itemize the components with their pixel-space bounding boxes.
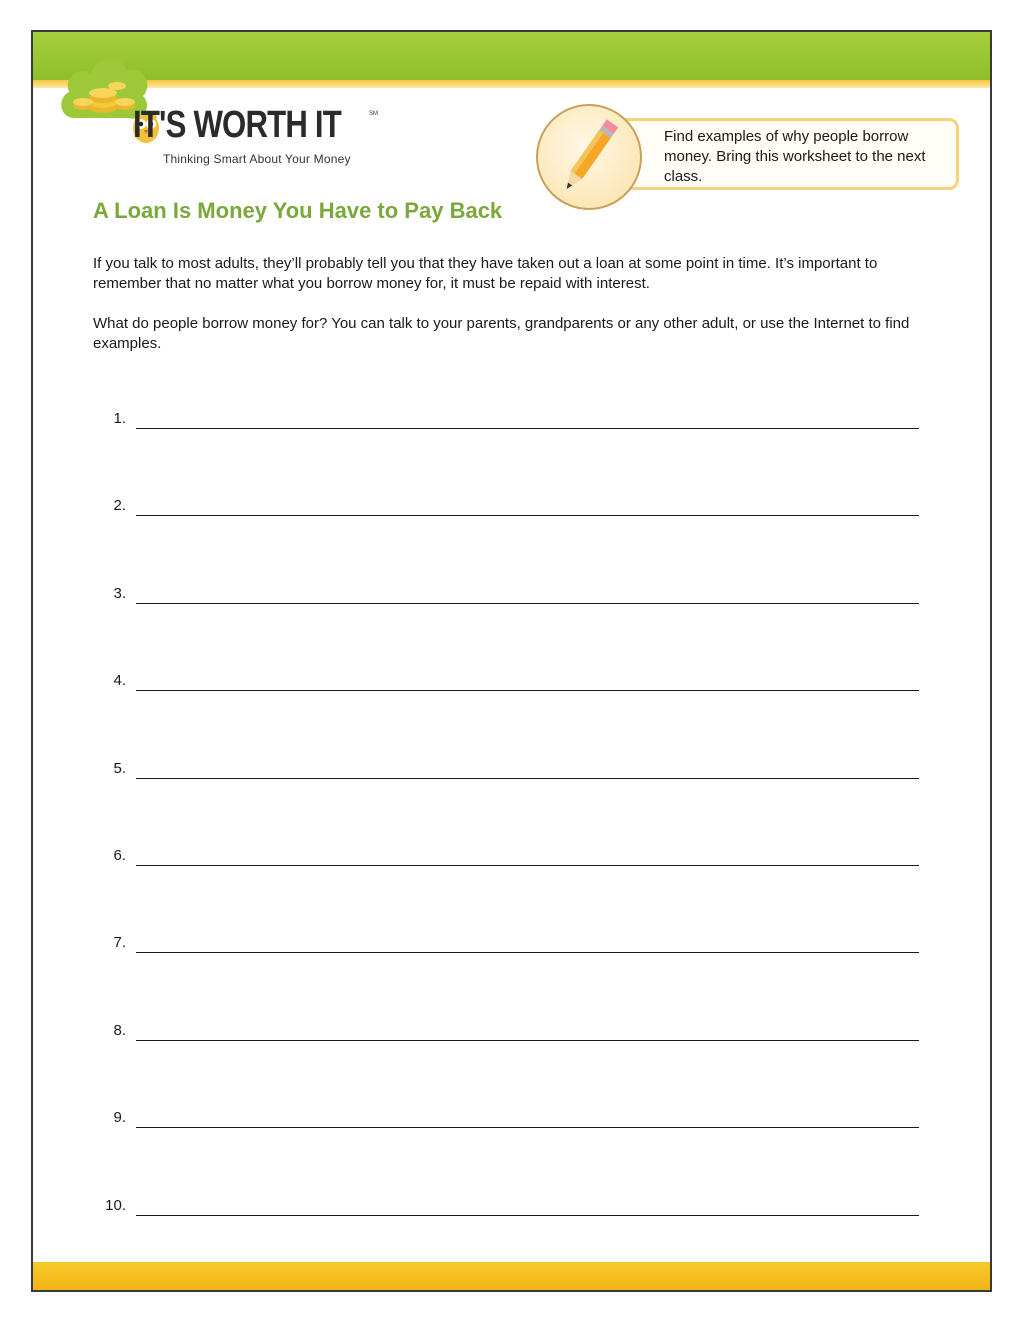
item-number: 6. [113, 846, 126, 864]
answer-line[interactable] [136, 1127, 919, 1128]
answer-line[interactable] [136, 865, 919, 866]
answer-line[interactable] [136, 778, 919, 779]
answer-row [93, 408, 923, 495]
answer-row [93, 1020, 923, 1107]
answer-row [93, 932, 923, 1019]
item-number: 7. [113, 934, 126, 952]
item-number: 1. [113, 410, 126, 427]
answer-row [93, 583, 923, 670]
item-number: 4. [113, 672, 126, 690]
logo-tagline: Thinking Smart About Your Money [163, 152, 351, 166]
answer-line[interactable] [136, 1040, 919, 1041]
answer-line[interactable] [136, 690, 919, 691]
bottom-color-band [33, 1262, 990, 1290]
item-number: 8. [113, 1021, 126, 1039]
answer-line[interactable] [136, 952, 919, 953]
pencil-icon [538, 106, 640, 208]
logo-wordmark: IT'S WORTH IT [133, 104, 341, 146]
answer-row [93, 758, 923, 845]
intro-paragraph: If you talk to most adults, they’ll probably tell you that they have taken out a loan at some point in time. It’s important to remember that no matter what you borrow money for, it must be repaid with interest. [93, 255, 878, 292]
pencil-badge [536, 104, 642, 210]
item-number: 9. [113, 1109, 126, 1127]
instruction-text: Find examples of why people borrow money. Bring this worksheet to the next class. [664, 128, 926, 185]
instruction-note [591, 118, 959, 190]
answer-lines [93, 408, 923, 1282]
brand-logo [51, 44, 391, 174]
answer-line[interactable] [136, 515, 919, 516]
answer-line[interactable] [136, 603, 919, 604]
answer-row [93, 495, 923, 582]
answer-row [93, 845, 923, 932]
service-mark: SM [369, 111, 378, 117]
item-number: 5. [113, 759, 126, 777]
answer-row [93, 670, 923, 757]
question-paragraph: What do people borrow money for? You can talk to your parents, grandparents or any other adult, or use the Internet to find examples. [93, 315, 910, 352]
item-number: 10. [105, 1196, 126, 1214]
answer-row [93, 1107, 923, 1194]
worksheet-page [31, 30, 992, 1292]
answer-line[interactable] [136, 428, 919, 429]
worksheet-title: A Loan Is Money You Have to Pay Back [93, 198, 503, 223]
item-number: 3. [113, 584, 126, 602]
answer-line[interactable] [136, 1215, 919, 1216]
item-number: 2. [113, 497, 126, 515]
